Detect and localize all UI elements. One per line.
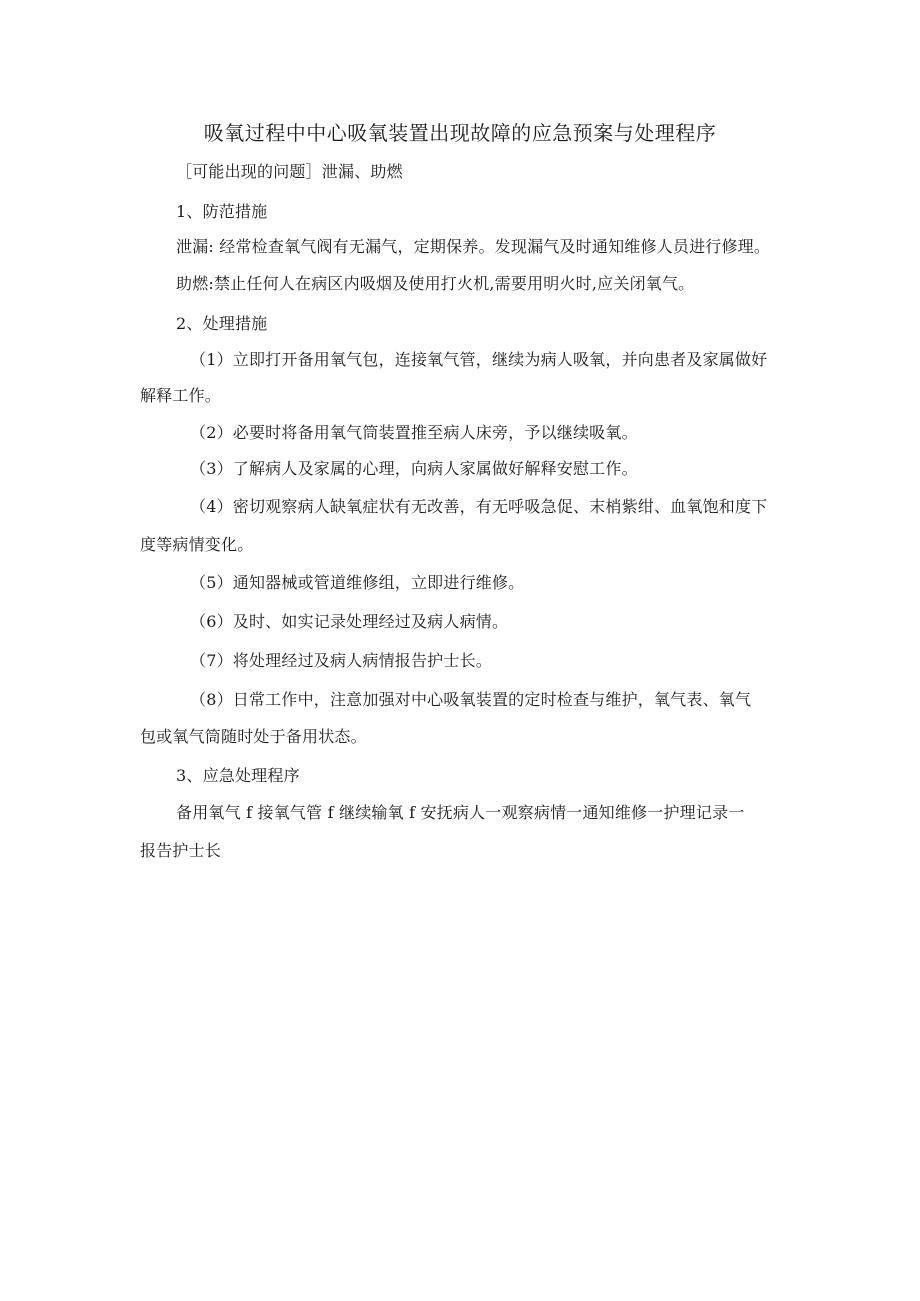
measure-item-4-line-1: （4）密切观察病人缺氧症状有无改善，有无呼吸急促、末梢紫绀、血氧饱和度下 xyxy=(190,497,768,516)
measure-item-7: （7）将处理经过及病人病情报告护士长。 xyxy=(190,651,492,670)
measure-item-1-line-2: 解释工作。 xyxy=(140,386,222,405)
measure-item-4-line-2: 度等病情变化。 xyxy=(140,535,254,554)
measure-item-2: （2）必要时将备用氧气筒装置推至病人床旁，予以继续吸氧。 xyxy=(190,423,638,442)
document-title: 吸氧过程中中心吸氧装置出现故障的应急预案与处理程序 xyxy=(203,121,717,145)
prevention-leak: 泄漏: 经常检查氧气阀有无漏气，定期保养。发现漏气及时通知维修人员进行修理。 xyxy=(176,237,771,256)
measure-item-6: （6）及时、如实记录处理经过及病人病情。 xyxy=(190,612,509,631)
emergency-flow-line-2: 报告护士长 xyxy=(140,841,222,860)
measure-item-1-line-1: （1）立即打开备用氧气包，连接氧气管，继续为病人吸氧，并向患者及家属做好 xyxy=(190,350,768,369)
measure-item-5: （5）通知器械或管道维修组，立即进行维修。 xyxy=(190,573,525,592)
measure-item-8-line-2: 包或氧气筒随时处于备用状态。 xyxy=(140,727,367,746)
measure-item-8-line-1: （8）日常工作中，注意加强对中心吸氧装置的定时检查与维护，氧气表、氧气 xyxy=(190,690,752,709)
section-2-heading: 2、处理措施 xyxy=(176,314,268,333)
section-1-heading: 1、防范措施 xyxy=(176,202,268,221)
section-3-heading: 3、应急处理程序 xyxy=(176,766,300,785)
prevention-combustion: 助燃:禁止任何人在病区内吸烟及使用打火机,需要用明火时,应关闭氧气。 xyxy=(176,274,695,293)
possible-problems: ［可能出现的问题］泄漏、助燃 xyxy=(176,162,403,181)
emergency-flow-line-1: 备用氧气 f 接氧气管 f 继续输氧 f 安抚病人一观察病情一通知维修一护理记录一 xyxy=(176,803,745,822)
measure-item-3: （3）了解病人及家属的心理，向病人家属做好解释安慰工作。 xyxy=(190,459,638,478)
